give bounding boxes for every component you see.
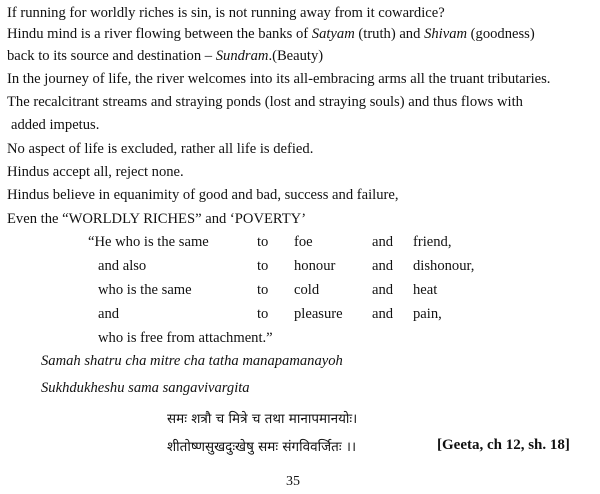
verse-cell: and bbox=[372, 282, 394, 298]
sanskrit-line-1: समः शत्रौ च मित्रे च तथा मानापमानयोः। bbox=[167, 411, 358, 427]
transliteration-line-1: Samah shatru cha mitre cha tatha manapamanayoh bbox=[41, 353, 343, 369]
sanskrit-line-2: शीतोष्णसुखदुःखेषु समः संगविवर्जितः ।। bbox=[167, 439, 357, 455]
transliteration-line-2: Sukhdukheshu sama sangavivargita bbox=[41, 380, 250, 396]
paragraph-line-7: No aspect of life is excluded, rather all life is defied. bbox=[7, 141, 314, 157]
verse-cell: pain, bbox=[413, 306, 442, 322]
verse-cell: and bbox=[372, 306, 394, 322]
verse-closing-line: who is free from attachment.” bbox=[98, 330, 273, 346]
verse-cell: honour bbox=[294, 258, 336, 274]
shivam-term: Shivam bbox=[424, 26, 468, 42]
verse-cell: pleasure bbox=[294, 306, 343, 322]
verse-cell: to bbox=[257, 306, 269, 322]
satyam-term: Satyam bbox=[311, 26, 355, 42]
verse-reference: [Geeta, ch 12, sh. 18] bbox=[437, 437, 570, 453]
verse-cell: heat bbox=[413, 282, 438, 298]
verse-cell: and bbox=[372, 258, 394, 274]
verse-cell: and also bbox=[98, 258, 147, 274]
verse-cell: to bbox=[257, 258, 269, 274]
paragraph-line-9: Hindus believe in equanimity of good and bad, success and failure, bbox=[7, 187, 399, 203]
verse-cell: “He who is the same bbox=[88, 234, 209, 250]
paragraph-line-8: Hindus accept all, reject none. bbox=[7, 164, 184, 180]
verse-cell: and bbox=[98, 306, 120, 322]
verse-cell: who is the same bbox=[98, 282, 192, 298]
verse-cell: to bbox=[257, 234, 269, 250]
verse-cell: cold bbox=[294, 282, 320, 298]
paragraph-line-4: In the journey of life, the river welcomes into its all-embracing arms all the truant tributaries. bbox=[7, 71, 551, 87]
paragraph-line-2: Hindu mind is a river flowing between the banks of Satyam (truth) and Shivam (goodness) bbox=[7, 26, 535, 42]
sundram-term: Sundram bbox=[215, 48, 269, 64]
verse-cell: to bbox=[257, 282, 269, 298]
paragraph-line-1: If running for worldly riches is sin, is not running away from it cowardice? bbox=[7, 5, 445, 21]
verse-cell: friend, bbox=[413, 234, 452, 250]
verse-cell: and bbox=[372, 234, 394, 250]
paragraph-line-3: back to its source and destination – Sundram.(Beauty) bbox=[7, 48, 324, 64]
verse-cell: dishonour, bbox=[413, 258, 475, 274]
page-number: 35 bbox=[286, 474, 300, 489]
paragraph-line-5: The recalcitrant streams and straying ponds (lost and straying souls) and thus flows with bbox=[7, 94, 523, 110]
paragraph-line-10: Even the “WORLDLY RICHES” and ‘POVERTY’ bbox=[7, 211, 307, 227]
paragraph-line-6: added impetus. bbox=[11, 117, 100, 133]
verse-cell: foe bbox=[294, 234, 313, 250]
